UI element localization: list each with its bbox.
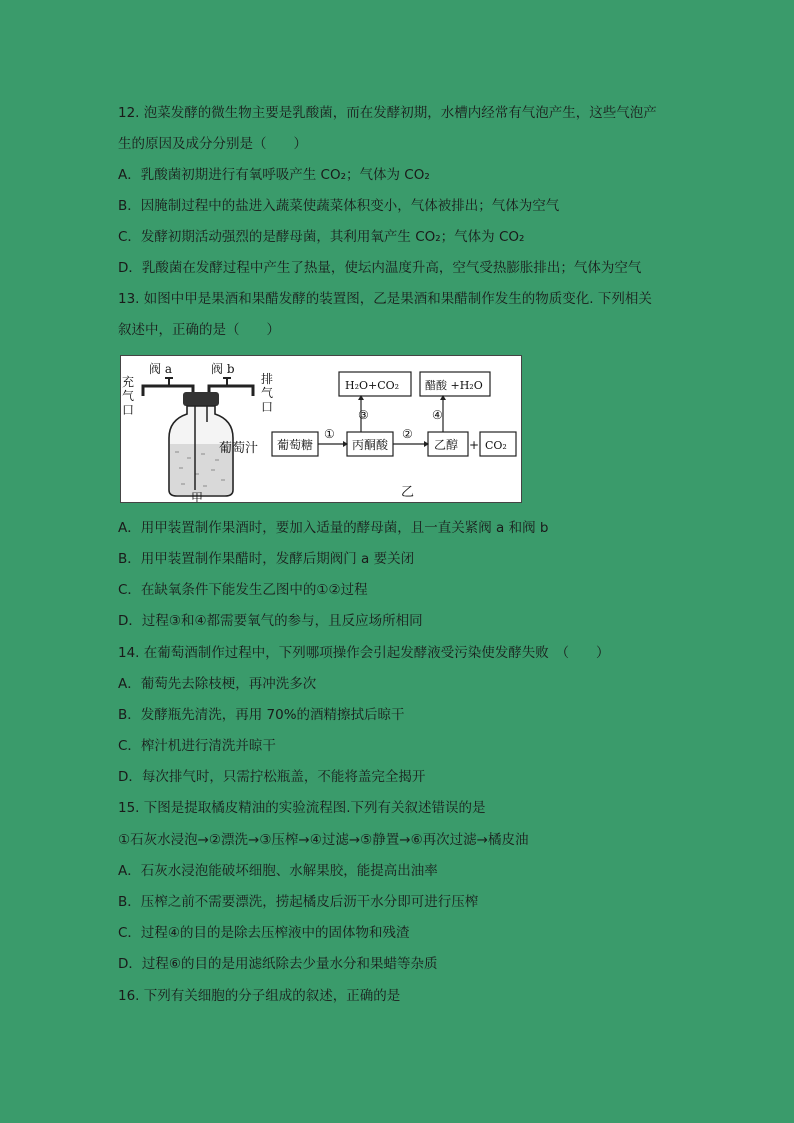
q14-option-c: C．榨汁机进行清洗并晾干: [118, 738, 276, 754]
q15-option-d: D．过程⑥的目的是用滤纸除去少量水分和果蜡等杂质: [118, 956, 438, 972]
inlet-label-1: 充: [122, 375, 135, 389]
q12-option-c: C．发酵初期活动强烈的是酵母菌，其利用氧产生 CO₂；气体为 CO₂: [118, 229, 525, 245]
outlet-label-2: 气: [261, 386, 274, 400]
co2-label: CO₂: [485, 439, 507, 452]
fermentation-apparatus: [122, 361, 273, 502]
inlet-label-3: 口: [122, 403, 135, 417]
plus-sign: +: [469, 438, 480, 452]
q13-stem-line-2: 叙述中，正确的是（ ）: [118, 322, 280, 338]
valve-a-label: 阀 a: [149, 362, 172, 376]
outlet-label-1: 排: [261, 372, 274, 386]
step-2-label: ②: [402, 427, 413, 441]
q14-stem: 14. 在葡萄酒制作过程中，下列哪项操作会引起发酵液受污染使发酵失败 （ ）: [118, 645, 610, 661]
q14-option-d: D．每次排气时，只需拧松瓶盖，不能将盖完全揭开: [118, 769, 426, 785]
fermentation-figure: [120, 355, 522, 503]
figure-label-jia: 甲: [191, 491, 204, 502]
inlet-label-2: 气: [122, 389, 135, 403]
q16-stem: 16. 下列有关细胞的分子组成的叙述，正确的是: [118, 988, 401, 1004]
step-3-label: ③: [358, 408, 369, 422]
q15-flow: ①石灰水浸泡→②漂洗→③压榨→④过滤→⑤静置→⑥再次过滤→橘皮油: [118, 832, 529, 848]
q14-option-b: B．发酵瓶先清洗，再用 70%的酒精擦拭后晾干: [118, 707, 405, 723]
q15-option-a: A．石灰水浸泡能破坏细胞、水解果胶，能提高出油率: [118, 863, 438, 879]
figure-label-yi: 乙: [401, 485, 415, 500]
outlet-label-3: 口: [261, 400, 274, 414]
step-1-label: ①: [324, 427, 335, 441]
grape-juice-label: 葡萄汁: [219, 441, 259, 456]
q12-option-a: A．乳酸菌初期进行有氧呼吸产生 CO₂；气体为 CO₂: [118, 167, 430, 183]
q15-option-b: B．压榨之前不需要漂洗，捞起橘皮后沥干水分即可进行压榨: [118, 894, 479, 910]
figure-svg: [121, 356, 521, 502]
q12-stem-line-2: 生的原因及成分分别是（ ）: [118, 136, 307, 152]
q12-option-b: B．因腌制过程中的盐进入蔬菜使蔬菜体积变小，气体被排出；气体为空气: [118, 198, 560, 214]
q13-option-b: B．用甲装置制作果醋时，发酵后期阀门 a 要关闭: [118, 551, 415, 567]
ethanol-label: 乙醇: [434, 438, 459, 452]
q15-option-c: C．过程④的目的是除去压榨液中的固体物和残渣: [118, 925, 410, 941]
q12-stem-line-1: 12. 泡菜发酵的微生物主要是乳酸菌，而在发酵初期，水槽内经常有气泡产生，这些气泡产: [118, 105, 657, 121]
acetic-acid-label: 醋酸 +H₂O: [425, 379, 483, 392]
step-4-label: ④: [432, 408, 443, 422]
pyruvate-label: 丙酮酸: [352, 438, 389, 452]
bottle-cap: [183, 392, 219, 406]
glucose-label: 葡萄糖: [277, 438, 314, 452]
valve-b-label: 阀 b: [211, 362, 235, 376]
substance-change-diagram: [272, 372, 516, 500]
q14-option-a: A．葡萄先去除枝梗，再冲洗多次: [118, 676, 317, 692]
q13-option-a: A．用甲装置制作果酒时，要加入适量的酵母菌，且一直关紧阀 a 和阀 b: [118, 520, 549, 536]
q12-option-d: D．乳酸菌在发酵过程中产生了热量，使坛内温度升高，空气受热膨胀排出；气体为空气: [118, 260, 642, 276]
q13-option-c: C．在缺氧条件下能发生乙图中的①②过程: [118, 582, 368, 598]
q15-stem: 15. 下图是提取橘皮精油的实验流程图.下列有关叙述错误的是: [118, 800, 486, 816]
water-co2-label: H₂O+CO₂: [345, 379, 400, 392]
q13-option-d: D．过程③和④都需要氧气的参与，且反应场所相同: [118, 613, 423, 629]
q13-stem-line-1: 13. 如图中甲是果酒和果醋发酵的装置图，乙是果酒和果醋制作发生的物质变化. 下列相关: [118, 291, 652, 307]
